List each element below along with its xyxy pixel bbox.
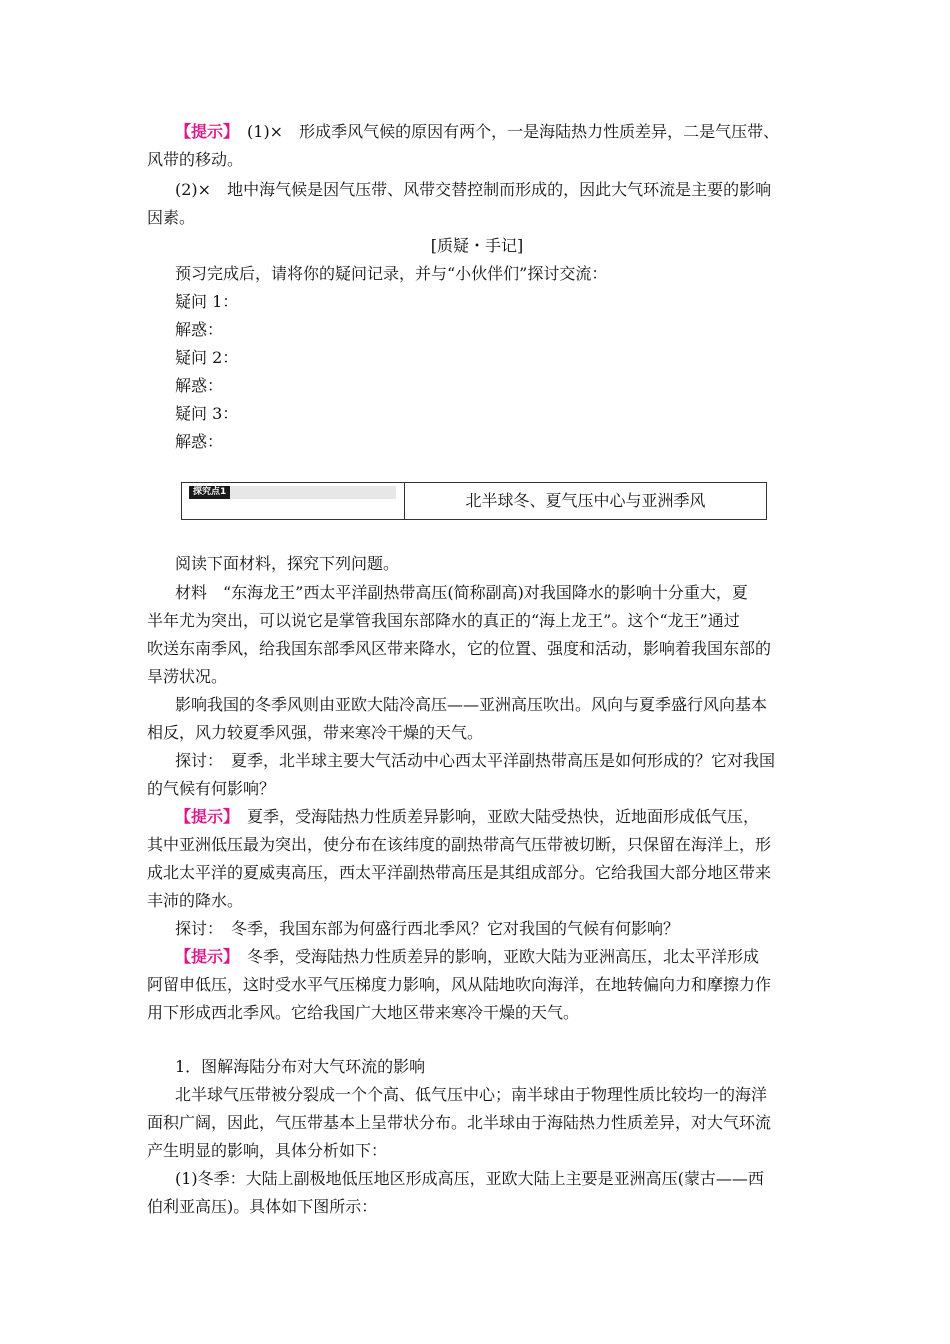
body-line: 产生明显的影响，具体分析如下： (147, 1141, 388, 1160)
text: 夏季，受海陆热力性质差异影响，亚欧大陆受热快，近地面形成低气压， (231, 807, 760, 826)
section-badge: 探究点1 (189, 486, 230, 499)
section-heading: 1．图解海陆分布对大气环流的影响 (175, 1057, 426, 1076)
section-header-box (181, 482, 767, 520)
discussion-1-cont: 的气候有何影响？ (147, 779, 276, 798)
section-title: 北半球冬、夏气压中心与亚洲季风 (465, 491, 706, 510)
section-badge-cell (182, 483, 405, 519)
tip-paragraph-1a (175, 118, 835, 146)
tip-label: 【提示】 (175, 947, 232, 966)
question-2: 疑问 2： (175, 348, 239, 367)
notes-title: [质疑・手记] (430, 236, 524, 255)
answer-3: 解惑： (175, 432, 224, 451)
text-line: 因素。 (147, 208, 196, 227)
discussion-1: 探讨： 夏季，北半球主要大气活动中心西太平洋副热带高压是如何形成的？它对我国 (175, 751, 776, 770)
tip-answer-1 (175, 803, 835, 831)
material-line: 材料 “东海龙王”西太平洋副热带高压(简称副高)对我国降水的影响十分重大，夏 (175, 583, 748, 602)
body-line: 伯利亚高压)。具体如下图所示： (147, 1197, 378, 1216)
discussion-2: 探讨： 冬季，我国东部为何盛行西北季风？它对我国的气候有何影响？ (175, 919, 680, 938)
tip-answer-line: 阿留申低压，这时受水平气压梯度力影响，风从陆地吹向海洋，在地转偏向力和摩擦力作 (147, 975, 772, 994)
material-line: 相反，风力较夏季风强，带来寒冷干燥的天气。 (147, 723, 484, 742)
material-line: 旱涝状况。 (147, 667, 228, 686)
text: (1)× 形成季风气候的原因有两个，一是海陆热力性质差异，二是气压带、 (231, 122, 780, 141)
question-1: 疑问 1： (175, 292, 239, 311)
body-line: (1)冬季：大陆上副极地低压地区形成高压，亚欧大陆上主要是亚洲高压(蒙古——西 (175, 1169, 764, 1188)
text-line: 风带的移动。 (147, 150, 244, 169)
body-line: 北半球气压带被分裂成一个个高、低气压中心；南半球由于物理性质比较均一的海洋 (175, 1085, 768, 1104)
answer-1: 解惑： (175, 320, 224, 339)
tip-answer-line: 丰沛的降水。 (147, 891, 244, 910)
text: 冬季，受海陆热力性质差异的影响，亚欧大陆为亚洲高压，北太平洋形成 (231, 947, 760, 966)
tip-answer-line: 成北太平洋的夏威夷高压，西太平洋副热带高压是其组成部分。它给我国大部分地区带来 (147, 863, 772, 882)
tip-answer-line: 其中亚洲低压最为突出，使分布在该纬度的副热带高气压带被切断，只保留在海洋上，形 (147, 835, 772, 854)
tip-label: 【提示】 (175, 122, 232, 141)
body-line: 面积广阔，因此，气压带基本上呈带状分布。北半球由于海陆热力性质差异，对大气环流 (147, 1113, 772, 1132)
text-line: (2)× 地中海气候是因气压带、风带交替控制而形成的，因此大气环流是主要的影响 (175, 180, 772, 199)
read-intro: 阅读下面材料，探究下列问题。 (175, 554, 400, 573)
question-3: 疑问 3： (175, 404, 239, 423)
answer-2: 解惑： (175, 376, 224, 395)
tip-label: 【提示】 (175, 807, 232, 826)
notes-intro: 预习完成后，请将你的疑问记录，并与“小伙伴们”探讨交流： (175, 264, 608, 283)
material-line: 吹送东南季风，给我国东部季风区带来降水，它的位置、强度和活动，影响着我国东部的 (147, 639, 772, 658)
tip-answer-2 (175, 943, 835, 971)
material-line: 影响我国的冬季风则由亚欧大陆冷高压——亚洲高压吹出。风向与夏季盛行风向基本 (175, 695, 768, 714)
tip-answer-line: 用下形成西北季风。它给我国广大地区带来寒冷干燥的天气。 (147, 1003, 580, 1022)
material-line: 半年尤为突出，可以说它是掌管我国东部降水的真正的“海上龙王”。这个“龙王”通过 (147, 611, 740, 630)
